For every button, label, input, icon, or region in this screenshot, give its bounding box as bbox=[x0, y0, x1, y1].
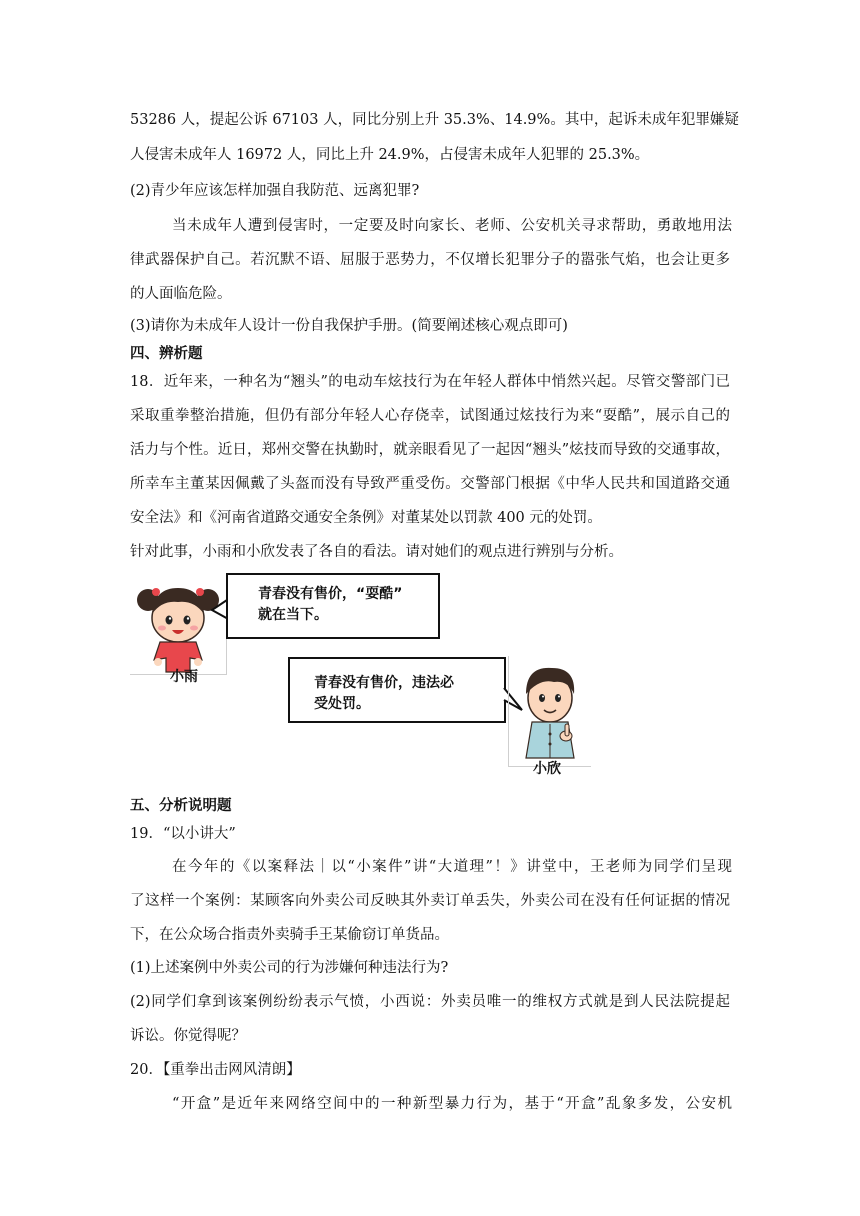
boy-name-label: 小欣 bbox=[533, 761, 561, 777]
question-19-sub-1: (1)上述案例中外卖公司的行为涉嫌何种违法行为? bbox=[130, 960, 449, 976]
question-18-line: 安全法》和《河南省道路交通安全条例》对董某处以罚款 400 元的处罚。 bbox=[130, 510, 602, 526]
question-20-line: “开盒”是近年来网络空间中的一种新型暴力行为，基于“开盒”乱象多发，公安机 bbox=[172, 1096, 732, 1112]
speech-bubble-boy bbox=[288, 657, 506, 723]
girl-name-label: 小雨 bbox=[170, 669, 198, 685]
question-18-line: 18．近年来，一种名为“翘头”的电动车炫技行为在年轻人群体中悄然兴起。尽管交警部门已 bbox=[130, 374, 730, 390]
question-18-line: 活力与个性。近日，郑州交警在执勤时，就亲眼看见了一起因“翘头”炫技而导致的交通事故， bbox=[130, 442, 730, 458]
question-3: (3)请你为未成年人设计一份自我保护手册。(简要阐述核心观点即可) bbox=[130, 318, 568, 334]
section-heading-5: 五、分析说明题 bbox=[130, 798, 232, 814]
question-2: (2)青少年应该怎样加强自我防范、远离犯罪? bbox=[130, 183, 420, 199]
question-19-line: 了这样一个案例：某顾客向外卖公司反映其外卖订单丢失，外卖公司在没有任何证据的情况 bbox=[130, 893, 730, 909]
paragraph-line: 53286 人，提起公诉 67103 人，同比分别上升 35.3%、14.9%。其中，起诉未成年犯罪嫌疑 bbox=[130, 112, 739, 128]
paragraph-line: 当未成年人遭到侵害时，一定要及时向家长、老师、公安机关寻求帮助，勇敢地用法 bbox=[172, 218, 732, 234]
girl-avatar bbox=[130, 574, 226, 674]
paragraph-line: 人侵害未成年人 16972 人，同比上升 24.9%，占侵害未成年人犯罪的 25.3%。 bbox=[130, 147, 650, 163]
boy-avatar bbox=[514, 660, 586, 760]
bubble-2-line: 青春没有售价，违法必 bbox=[314, 675, 454, 691]
bubble-1-line: 青春没有售价，“耍酷” bbox=[258, 586, 403, 602]
question-19-sub-2: (2)同学们拿到该案例纷纷表示气愤，小西说：外卖员唯一的维权方式就是到人民法院提起 bbox=[130, 994, 730, 1010]
question-19-line: 下，在公众场合指责外卖骑手王某偷窃订单货品。 bbox=[130, 927, 449, 943]
speech-bubble-girl bbox=[226, 573, 440, 639]
question-18-line: 采取重拳整治措施，但仍有部分年轻人心存侥幸，试图通过炫技行为来“耍酷”，展示自己的 bbox=[130, 408, 730, 424]
bubble-2-line: 受处罚。 bbox=[314, 696, 370, 712]
question-19-sub-2: 诉讼。你觉得呢？ bbox=[130, 1028, 246, 1044]
paragraph-line: 律武器保护自己。若沉默不语、屈服于恶势力，不仅增长犯罪分子的嚣张气焰，也会让更多 bbox=[130, 252, 730, 268]
question-18-line: 针对此事，小雨和小欣发表了各自的看法。请对她们的观点进行辨别与分析。 bbox=[130, 544, 623, 560]
question-20-title: 20．【重拳出击网风清朗】 bbox=[130, 1062, 301, 1078]
question-19-line: 在今年的《以案释法｜以“小案件”讲“大道理”！》讲堂中，王老师为同学们呈现 bbox=[172, 859, 732, 875]
paragraph-line: 的人面临危险。 bbox=[130, 286, 232, 302]
question-18-line: 所幸车主董某因佩戴了头盔而没有导致严重受伤。交警部门根据《中华人民共和国道路交通 bbox=[130, 476, 730, 492]
bubble-1-line: 就在当下。 bbox=[258, 607, 328, 623]
section-heading-4: 四、辨析题 bbox=[130, 346, 203, 362]
question-19-title: 19．“以小讲大” bbox=[130, 826, 236, 842]
